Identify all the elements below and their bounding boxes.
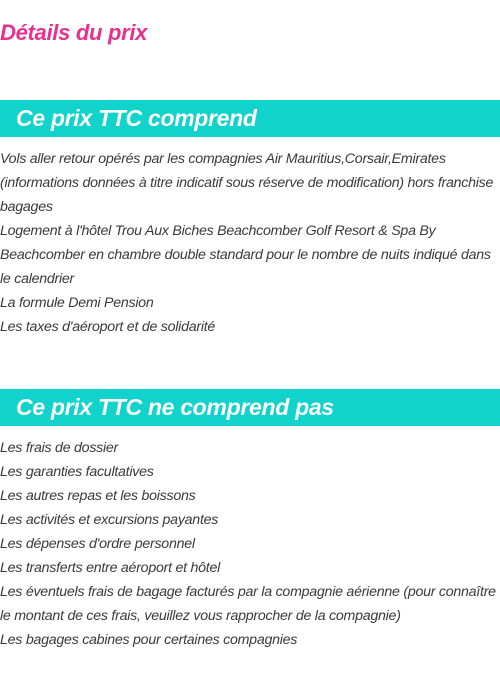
excluded-list [0,436,500,652]
list-item: Les activités et excursions payantes [0,512,219,528]
list-item: Logement à l'hôtel Trou Aux Biches Beachcomber Golf Resort & Spa By Beachcomber en chambre double standard pour le nombre de nuits indiqué dans le calendrier [0,223,491,287]
excluded-section-header: Ce prix TTC ne comprend pas [0,389,500,426]
list-item: Les garanties facultatives [0,464,154,480]
list-item: Les transferts entre aéroport et hôtel [0,560,220,576]
included-list [0,147,500,339]
list-item: Les éventuels frais de bagage facturés par la compagnie aérienne (pour connaître le montant de ces frais, veuillez vous rapprocher de la compagnie) [0,584,496,624]
list-item: Les dépenses d'ordre personnel [0,536,195,552]
list-item: Les autres repas et les boissons [0,488,196,504]
included-section-header: Ce prix TTC comprend [0,100,500,137]
list-item: Les frais de dossier [0,440,119,456]
page-title: Détails du prix [0,20,148,45]
list-item: Les taxes d'aéroport et de solidarité [0,319,216,335]
list-item: La formule Demi Pension [0,295,154,311]
list-item: Vols aller retour opérés par les compagnies Air Mauritius,Corsair,Emirates (informations données à titre indicatif sous réserve de modification) hors franchise bagages [0,151,494,215]
list-item: Les bagages cabines pour certaines compagnies [0,632,298,648]
